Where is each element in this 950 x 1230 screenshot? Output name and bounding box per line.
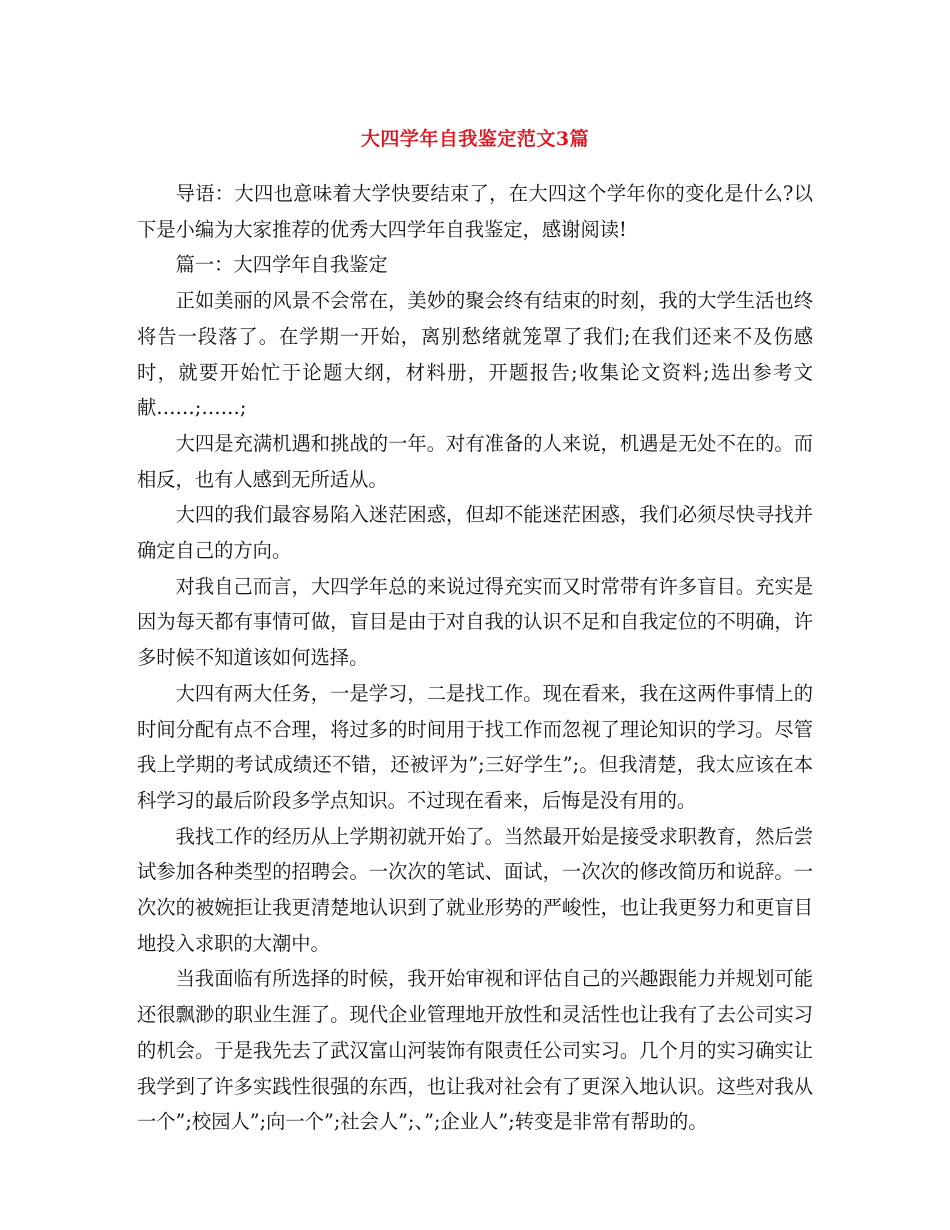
body-paragraph: 当我面临有所选择的时候，我开始审视和评估自己的兴趣跟能力并规划可能还很飘渺的职业生涯了。现代企业管理地开放性和灵活性也让我有了去公司实习的机会。于是我先去了武汉富山河装饰有限责任公司实习。几个月的实习确实让我学到了许多实践性很强的东西，也让我对社会有了更深入地认识。这些对我从一个”;校园人”;向一个”;社会人”;、”;企业人”;转变是非常有帮助的。: [137, 967, 813, 1134]
intro-paragraph: 导语：大四也意味着大学快要结束了，在大四这个学年你的变化是什么?以下是小编为大家推荐的优秀大四学年自我鉴定，感谢阅读!: [137, 182, 813, 241]
document-title: 大四学年自我鉴定范文3篇: [360, 128, 590, 150]
body-paragraph: 我找工作的经历从上学期初就开始了。当然最开始是接受求职教育，然后尝试参加各种类型的招聘会。一次次的笔试、面试，一次次的修改简历和说辞。一次次的被婉拒让我更清楚地认识到了就业形势的严峻性，也让我更努力和更盲目地投入求职的大潮中。: [137, 824, 813, 955]
document-body: [137, 176, 813, 1140]
body-paragraph: 正如美丽的风景不会常在，美妙的聚会终有结束的时刻，我的大学生活也终将告一段落了。在学期一开始，离别愁绪就笼罩了我们;在我们还来不及伤感时，就要开始忙于论题大纲，材料册，开题报告;收集论文资料;选出参考文献……;……;: [137, 289, 813, 420]
body-paragraph: 大四有两大任务，一是学习，二是找工作。现在看来，我在这两件事情上的时间分配有点不合理，将过多的时间用于找工作而忽视了理论知识的学习。尽管我上学期的考试成绩还不错，还被评为”;三好学生”;。但我清楚，我太应该在本科学习的最后阶段多学点知识。不过现在看来，后悔是没有用的。: [137, 681, 813, 812]
body-paragraph: 大四的我们最容易陷入迷茫困惑，但却不能迷茫困惑，我们必须尽快寻找并确定自己的方向。: [137, 503, 813, 563]
section-heading: 篇一：大四学年自我鉴定: [175, 253, 388, 277]
body-paragraph: 大四是充满机遇和挑战的一年。对有准备的人来说，机遇是无处不在的。而相反，也有人感到无所适从。: [137, 431, 813, 491]
body-paragraph: 对我自己而言，大四学年总的来说过得充实而又时常带有许多盲目。充实是因为每天都有事情可做，盲目是由于对自我的认识不足和自我定位的不明确，许多时候不知道该如何选择。: [137, 574, 813, 670]
